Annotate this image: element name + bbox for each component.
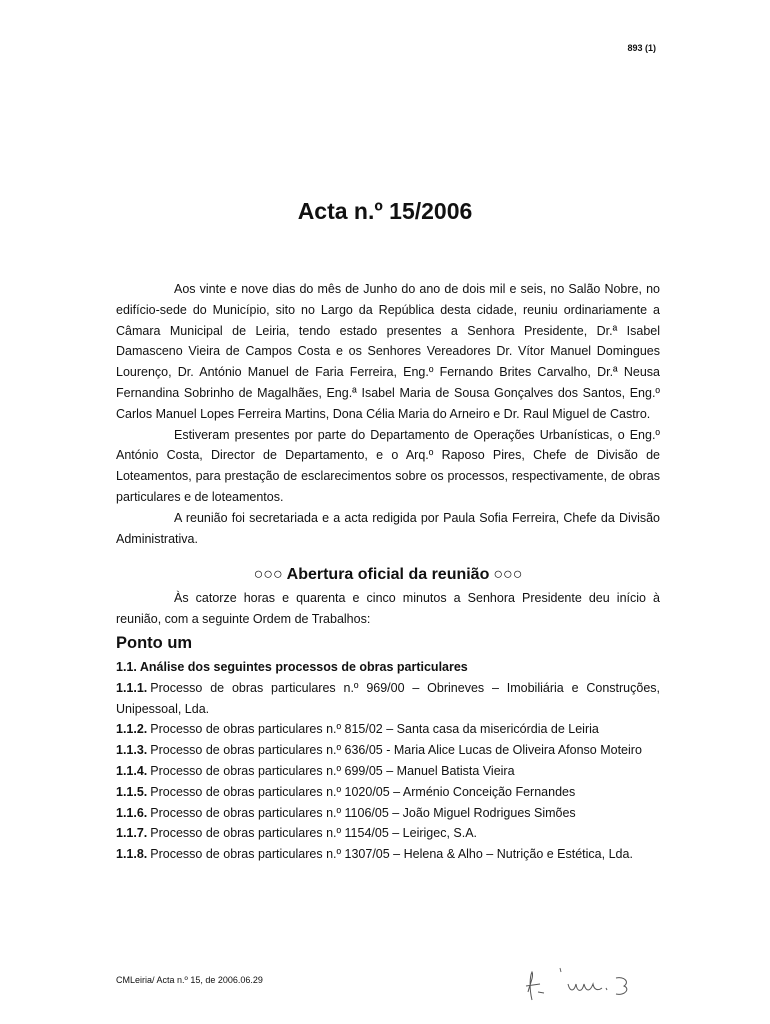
agenda-item-number: 1.1.4. — [116, 763, 148, 778]
paragraph-opening: Às catorze horas e quarenta e cinco minutos a Senhora Presidente deu início à reunião, com a seguinte Ordem de Trabalhos: — [116, 591, 660, 627]
document-title: Acta n.º 15/2006 — [297, 198, 473, 224]
agenda-item-text: Processo de obras particulares n.º 699/05 – Manuel Batista Vieira — [150, 763, 515, 778]
agenda-item-text: Processo de obras particulares n.º 1307/05 – Helena & Alho – Nutrição e Estética, Lda. — [150, 847, 633, 862]
agenda-item — [116, 719, 660, 740]
agenda-item-text: Processo de obras particulares n.º 1154/05 – Leirigec, S.A. — [150, 826, 478, 841]
agenda-item — [116, 740, 660, 761]
section-heading-text: Abertura oficial da reunião — [286, 566, 490, 584]
agenda-item-text: Processo de obras particulares n.º 1106/05 – João Miguel Rodrigues Simões — [150, 805, 576, 820]
agenda-point-heading: Ponto um — [116, 633, 193, 652]
paragraph-secretary: A reunião foi secretariada e a acta redigida por Paula Sofia Ferreira, Chefe da Divisão Administrativa. — [116, 510, 660, 546]
agenda-subheading: 1.1. Análise dos seguintes processos de obras particulares — [116, 659, 468, 674]
circles-decoration-left: ○○○ — [253, 566, 283, 584]
agenda-item-number: 1.1.8. — [116, 847, 148, 862]
paragraph-attendees: Aos vinte e nove dias do mês de Junho do ano de dois mil e seis, no Salão Nobre, no edifício-sede do Município, sito no Largo da República desta cidade, reuniu ordinariamente a Câmara Municipal de Leiria, tendo estado presentes a Senhora Presidente, Dr.ª Isabel Damasceno Vieira de Campos Costa e os Senhores Vereadores Dr. Vítor Manuel Domingues Lourenço, Dr. António Manuel de Faria Ferreira, Eng.º Fernando Brites Carvalho, Dr.ª Neusa Fernandina Sobrinho de Magalhães, Eng.ª Isabel Maria de Sousa Gonçalves dos Santos, Eng.º Carlos Manuel Lopes Ferreira Martins, Dona Célia Maria do Arneiro e Dr. Raul Miguel de Castro. — [116, 282, 660, 421]
agenda-item-number: 1.1.7. — [116, 826, 148, 841]
agenda-item — [116, 678, 660, 720]
handwritten-signature — [520, 962, 650, 1006]
agenda-item — [116, 844, 660, 865]
circles-decoration-right: ○○○ — [493, 566, 523, 584]
agenda-item — [116, 782, 660, 803]
agenda-item-text: Processo de obras particulares n.º 815/02 – Santa casa da misericórdia de Leiria — [150, 722, 599, 737]
agenda-item-number: 1.1.2. — [116, 722, 148, 737]
paragraph-presences: Estiveram presentes por parte do Departamento de Operações Urbanísticas, o Eng.º António Costa, Director de Departamento, e o Arq.º Raposo Pires, Chefe de Divisão de Loteamentos, para prestação de esclarecimentos sobre os processos, respectivamente, de obras particulares e de loteamentos. — [116, 427, 660, 504]
agenda-item — [116, 761, 660, 782]
agenda-item — [116, 803, 660, 824]
agenda-item-number: 1.1.1. — [116, 680, 148, 695]
page-number: 893 (1) — [627, 43, 656, 53]
agenda-item-number: 1.1.3. — [116, 743, 148, 758]
agenda-item-text: Processo de obras particulares n.º 636/05 - Maria Alice Lucas de Oliveira Afonso Moteiro — [150, 743, 642, 758]
agenda-item-text: Processo de obras particulares n.º 969/00 – Obrineves – Imobiliária e Construções, Unipessoal, Lda. — [116, 680, 660, 716]
section-heading — [116, 562, 660, 588]
agenda-item-list — [116, 678, 660, 865]
document-body — [116, 279, 660, 865]
agenda-item-number: 1.1.5. — [116, 784, 148, 799]
agenda-item-number: 1.1.6. — [116, 805, 148, 820]
agenda-item — [116, 823, 660, 844]
page-footer: CMLeiria/ Acta n.º 15, de 2006.06.29 — [116, 975, 263, 985]
agenda-item-text: Processo de obras particulares n.º 1020/05 – Arménio Conceição Fernandes — [150, 784, 576, 799]
